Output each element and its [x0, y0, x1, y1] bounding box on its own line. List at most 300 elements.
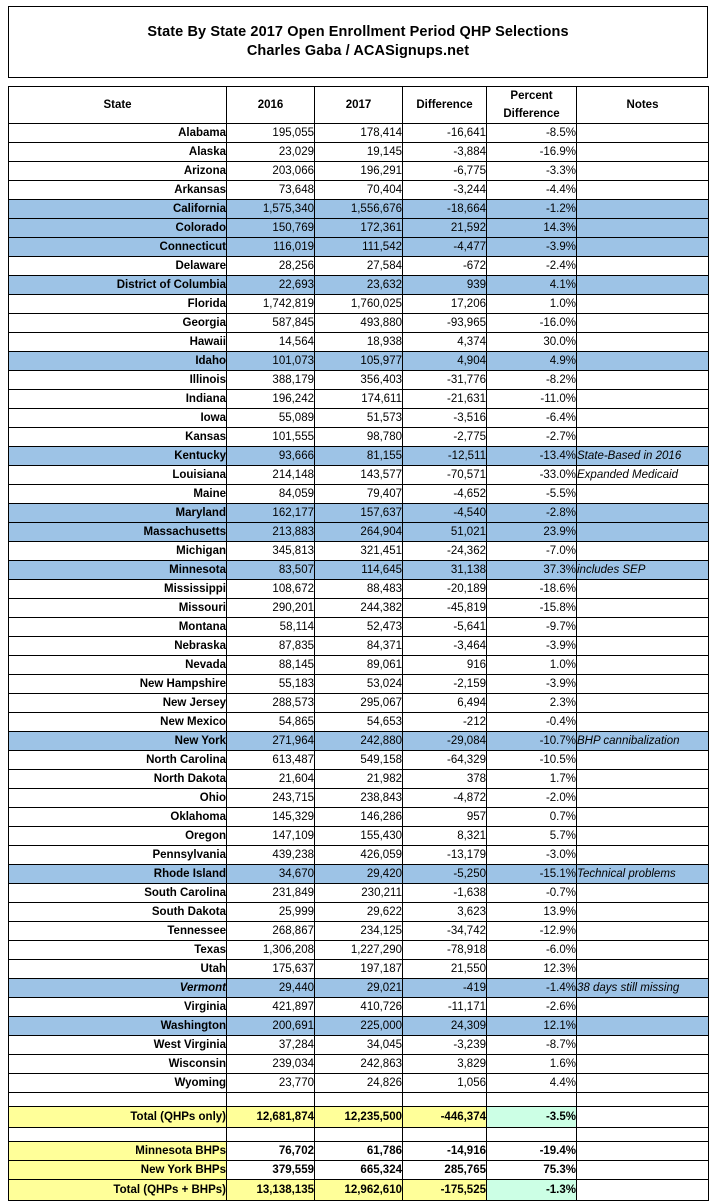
cell-2016: 25,999: [227, 903, 315, 922]
cell-difference: -21,631: [403, 390, 487, 409]
cell-percent-difference: -11.0%: [487, 390, 577, 409]
cell-state: Tennessee: [9, 922, 227, 941]
cell-notes: [577, 200, 709, 219]
cell-notes: [577, 998, 709, 1017]
cell-percent-difference: 12.3%: [487, 960, 577, 979]
enrollment-table: [8, 86, 709, 1201]
cell-percent-difference: -2.0%: [487, 789, 577, 808]
cell-difference: -2,159: [403, 675, 487, 694]
cell-notes: [577, 162, 709, 181]
table-row: [9, 428, 709, 447]
cell-notes: [577, 124, 709, 143]
cell-state: New York: [9, 732, 227, 751]
cell-2016: 288,573: [227, 694, 315, 713]
cell-2016: 101,555: [227, 428, 315, 447]
title-line-1: State By State 2017 Open Enrollment Period QHP Selections: [147, 24, 569, 40]
cell-difference: 51,021: [403, 523, 487, 542]
cell-2017: 549,158: [315, 751, 403, 770]
cell-state: Missouri: [9, 599, 227, 618]
cell-difference: -212: [403, 713, 487, 732]
cell-2017: 114,645: [315, 561, 403, 580]
cell-difference: -4,477: [403, 238, 487, 257]
cell-difference: 6,494: [403, 694, 487, 713]
cell-2017: 89,061: [315, 656, 403, 675]
cell-2017: 1,556,676: [315, 200, 403, 219]
cell-2016: 55,183: [227, 675, 315, 694]
cell-percent-difference: 30.0%: [487, 333, 577, 352]
cell-2016: 290,201: [227, 599, 315, 618]
cell-2016: 88,145: [227, 656, 315, 675]
cell-difference: 378: [403, 770, 487, 789]
table-row: [9, 1036, 709, 1055]
cell-difference: -4,652: [403, 485, 487, 504]
title-line-2: Charles Gaba / ACASignups.net: [246, 43, 470, 59]
cell-2016: 345,813: [227, 542, 315, 561]
table-row: [9, 979, 709, 998]
cell-difference: 24,309: [403, 1017, 487, 1036]
table-row: [9, 808, 709, 827]
column-header-2016: 2016: [227, 87, 315, 124]
cell-notes: [577, 599, 709, 618]
table-row: [9, 143, 709, 162]
cell-percent-difference: -16.9%: [487, 143, 577, 162]
total-qhp-row-label: Total (QHPs only): [9, 1107, 227, 1128]
cell-percent-difference: 5.7%: [487, 827, 577, 846]
cell-notes: [577, 1017, 709, 1036]
cell-state: South Dakota: [9, 903, 227, 922]
cell-state: California: [9, 200, 227, 219]
cell-2016: 200,691: [227, 1017, 315, 1036]
cell-percent-difference: -2.7%: [487, 428, 577, 447]
cell-notes: [577, 409, 709, 428]
cell-state: Minnesota: [9, 561, 227, 580]
cell-2016: 162,177: [227, 504, 315, 523]
cell-notes: [577, 181, 709, 200]
cell-percent-difference: -3.0%: [487, 846, 577, 865]
total-all-row-value-2017: 12,962,610: [315, 1180, 403, 1201]
cell-difference: -4,872: [403, 789, 487, 808]
cell-state: Arkansas: [9, 181, 227, 200]
spacer-cell: [577, 1093, 709, 1107]
cell-state: District of Columbia: [9, 276, 227, 295]
cell-state: Wyoming: [9, 1074, 227, 1093]
cell-notes: [577, 960, 709, 979]
cell-notes: [577, 656, 709, 675]
cell-difference: 916: [403, 656, 487, 675]
cell-2017: 178,414: [315, 124, 403, 143]
table-row: [9, 181, 709, 200]
table-row: [9, 257, 709, 276]
cell-percent-difference: -8.7%: [487, 1036, 577, 1055]
cell-state: Nevada: [9, 656, 227, 675]
cell-percent-difference: -15.1%: [487, 865, 577, 884]
cell-state: Louisiana: [9, 466, 227, 485]
cell-state: Georgia: [9, 314, 227, 333]
cell-percent-difference: 4.4%: [487, 1074, 577, 1093]
table-row: [9, 1055, 709, 1074]
cell-2017: 51,573: [315, 409, 403, 428]
cell-2017: 234,125: [315, 922, 403, 941]
cell-notes: Technical problems: [577, 865, 709, 884]
table-row: [9, 751, 709, 770]
cell-notes: [577, 922, 709, 941]
table-row: [9, 542, 709, 561]
cell-2017: 157,637: [315, 504, 403, 523]
cell-notes: [577, 637, 709, 656]
cell-percent-difference: 14.3%: [487, 219, 577, 238]
table-row: [9, 561, 709, 580]
cell-difference: -13,179: [403, 846, 487, 865]
cell-2016: 175,637: [227, 960, 315, 979]
cell-difference: -78,918: [403, 941, 487, 960]
cell-difference: -31,776: [403, 371, 487, 390]
cell-state: Indiana: [9, 390, 227, 409]
cell-2017: 81,155: [315, 447, 403, 466]
cell-2017: 54,653: [315, 713, 403, 732]
cell-state: Maryland: [9, 504, 227, 523]
table-row: [9, 694, 709, 713]
cell-difference: -12,511: [403, 447, 487, 466]
cell-2016: 439,238: [227, 846, 315, 865]
cell-2017: 242,880: [315, 732, 403, 751]
total-qhp-row-notes: [577, 1107, 709, 1128]
cell-2016: 421,897: [227, 998, 315, 1017]
cell-difference: -34,742: [403, 922, 487, 941]
spacer-row-before-total: [9, 1093, 709, 1107]
header-row: [9, 87, 709, 124]
cell-percent-difference: -8.2%: [487, 371, 577, 390]
cell-2016: 58,114: [227, 618, 315, 637]
cell-percent-difference: -10.7%: [487, 732, 577, 751]
cell-notes: 38 days still missing: [577, 979, 709, 998]
cell-2016: 101,073: [227, 352, 315, 371]
table-row: [9, 580, 709, 599]
spacer-cell: [9, 1093, 227, 1107]
cell-2016: 21,604: [227, 770, 315, 789]
column-header-difference: Difference: [403, 87, 487, 124]
cell-difference: 3,623: [403, 903, 487, 922]
table-row: [9, 770, 709, 789]
cell-difference: -18,664: [403, 200, 487, 219]
cell-notes: [577, 219, 709, 238]
cell-notes: [577, 371, 709, 390]
cell-2017: 98,780: [315, 428, 403, 447]
cell-notes: [577, 846, 709, 865]
cell-state: New Mexico: [9, 713, 227, 732]
bhp-row-1-value-difference: 285,765: [403, 1161, 487, 1180]
cell-2017: 24,826: [315, 1074, 403, 1093]
cell-notes: [577, 295, 709, 314]
percent-header-line-2: Difference: [503, 108, 560, 120]
table-row: [9, 732, 709, 751]
table-row: [9, 276, 709, 295]
cell-2017: 356,403: [315, 371, 403, 390]
cell-2017: 19,145: [315, 143, 403, 162]
cell-difference: 17,206: [403, 295, 487, 314]
cell-difference: -6,775: [403, 162, 487, 181]
cell-state: Utah: [9, 960, 227, 979]
cell-percent-difference: 4.9%: [487, 352, 577, 371]
total-all-row-label: Total (QHPs + BHPs): [9, 1180, 227, 1201]
column-header-state: State: [9, 87, 227, 124]
table-row: [9, 504, 709, 523]
total-qhp-row-value-2017: 12,235,500: [315, 1107, 403, 1128]
cell-2016: 83,507: [227, 561, 315, 580]
cell-difference: -3,464: [403, 637, 487, 656]
cell-2016: 93,666: [227, 447, 315, 466]
table-row: [9, 618, 709, 637]
table-row: [9, 352, 709, 371]
cell-2017: 52,473: [315, 618, 403, 637]
cell-percent-difference: -3.9%: [487, 637, 577, 656]
cell-2016: 108,672: [227, 580, 315, 599]
cell-2017: 27,584: [315, 257, 403, 276]
cell-notes: [577, 580, 709, 599]
cell-2016: 23,029: [227, 143, 315, 162]
cell-percent-difference: -0.7%: [487, 884, 577, 903]
cell-state: Colorado: [9, 219, 227, 238]
cell-difference: -11,171: [403, 998, 487, 1017]
cell-percent-difference: 1.7%: [487, 770, 577, 789]
cell-percent-difference: -4.4%: [487, 181, 577, 200]
cell-state: Florida: [9, 295, 227, 314]
total-all-row-value-percent: -1.3%: [487, 1180, 577, 1201]
cell-percent-difference: 1.6%: [487, 1055, 577, 1074]
cell-2017: 230,211: [315, 884, 403, 903]
cell-difference: -3,244: [403, 181, 487, 200]
cell-2016: 271,964: [227, 732, 315, 751]
cell-2016: 214,148: [227, 466, 315, 485]
cell-2016: 1,742,819: [227, 295, 315, 314]
cell-2017: 34,045: [315, 1036, 403, 1055]
cell-state: Nebraska: [9, 637, 227, 656]
spacer-cell: [227, 1128, 315, 1142]
bhp-row-1-notes: [577, 1161, 709, 1180]
cell-percent-difference: -18.6%: [487, 580, 577, 599]
cell-2016: 1,575,340: [227, 200, 315, 219]
cell-2016: 54,865: [227, 713, 315, 732]
bhp-row-0-value-percent: -19.4%: [487, 1142, 577, 1161]
bhp-row-0-value-2016: 76,702: [227, 1142, 315, 1161]
cell-2016: 203,066: [227, 162, 315, 181]
cell-2017: 242,863: [315, 1055, 403, 1074]
cell-notes: [577, 941, 709, 960]
cell-notes: [577, 751, 709, 770]
cell-2016: 243,715: [227, 789, 315, 808]
bhp-row-0-label: Minnesota BHPs: [9, 1142, 227, 1161]
spacer-cell: [577, 1128, 709, 1142]
cell-state: Illinois: [9, 371, 227, 390]
cell-percent-difference: 1.0%: [487, 295, 577, 314]
cell-2016: 231,849: [227, 884, 315, 903]
cell-difference: -1,638: [403, 884, 487, 903]
cell-2017: 1,760,025: [315, 295, 403, 314]
cell-difference: -24,362: [403, 542, 487, 561]
table-row: [9, 941, 709, 960]
cell-2016: 29,440: [227, 979, 315, 998]
cell-state: Texas: [9, 941, 227, 960]
cell-percent-difference: -7.0%: [487, 542, 577, 561]
total-qhp-row: [9, 1107, 709, 1128]
cell-2016: 23,770: [227, 1074, 315, 1093]
bhp-row-1-label: New York BHPs: [9, 1161, 227, 1180]
cell-difference: -4,540: [403, 504, 487, 523]
cell-percent-difference: 23.9%: [487, 523, 577, 542]
total-qhp-row-value-2016: 12,681,874: [227, 1107, 315, 1128]
total-all-row-value-2016: 13,138,135: [227, 1180, 315, 1201]
cell-notes: [577, 143, 709, 162]
spacer-cell: [487, 1128, 577, 1142]
bhp-row-1-value-2017: 665,324: [315, 1161, 403, 1180]
table-row: [9, 827, 709, 846]
cell-percent-difference: -13.4%: [487, 447, 577, 466]
spacer-cell: [403, 1128, 487, 1142]
spacer-row-after-total: [9, 1128, 709, 1142]
cell-percent-difference: 37.3%: [487, 561, 577, 580]
table-row: [9, 656, 709, 675]
cell-state: Oklahoma: [9, 808, 227, 827]
bhp-row-0-value-difference: -14,916: [403, 1142, 487, 1161]
cell-2016: 613,487: [227, 751, 315, 770]
cell-difference: 31,138: [403, 561, 487, 580]
cell-percent-difference: -3.9%: [487, 238, 577, 257]
cell-2017: 196,291: [315, 162, 403, 181]
bhp-row-1: [9, 1161, 709, 1180]
cell-2017: 321,451: [315, 542, 403, 561]
cell-2016: 55,089: [227, 409, 315, 428]
cell-2017: 21,982: [315, 770, 403, 789]
cell-2017: 111,542: [315, 238, 403, 257]
total-all-row-value-difference: -175,525: [403, 1180, 487, 1201]
table-row: [9, 922, 709, 941]
cell-notes: State-Based in 2016: [577, 447, 709, 466]
table-row: [9, 447, 709, 466]
cell-2016: 196,242: [227, 390, 315, 409]
cell-difference: -672: [403, 257, 487, 276]
table-row: [9, 200, 709, 219]
cell-percent-difference: -0.4%: [487, 713, 577, 732]
cell-2016: 87,835: [227, 637, 315, 656]
cell-state: New Jersey: [9, 694, 227, 713]
cell-percent-difference: 2.3%: [487, 694, 577, 713]
column-header-notes: Notes: [577, 87, 709, 124]
cell-difference: 4,904: [403, 352, 487, 371]
table-row: [9, 789, 709, 808]
cell-difference: 21,550: [403, 960, 487, 979]
cell-state: South Carolina: [9, 884, 227, 903]
cell-state: West Virginia: [9, 1036, 227, 1055]
cell-state: Pennsylvania: [9, 846, 227, 865]
cell-state: Mississippi: [9, 580, 227, 599]
total-qhp-row-value-difference: -446,374: [403, 1107, 487, 1128]
cell-notes: [577, 257, 709, 276]
cell-2017: 174,611: [315, 390, 403, 409]
table-row: [9, 124, 709, 143]
table-row: [9, 960, 709, 979]
cell-difference: 957: [403, 808, 487, 827]
cell-state: Ohio: [9, 789, 227, 808]
cell-percent-difference: -9.7%: [487, 618, 577, 637]
cell-2017: 29,021: [315, 979, 403, 998]
cell-notes: [577, 618, 709, 637]
cell-percent-difference: -10.5%: [487, 751, 577, 770]
cell-percent-difference: -3.9%: [487, 675, 577, 694]
table-row: [9, 1017, 709, 1036]
cell-notes: [577, 352, 709, 371]
table-row: [9, 637, 709, 656]
column-header-2017: 2017: [315, 87, 403, 124]
cell-2017: 29,420: [315, 865, 403, 884]
cell-difference: 1,056: [403, 1074, 487, 1093]
table-row: [9, 314, 709, 333]
cell-notes: [577, 903, 709, 922]
cell-percent-difference: -1.4%: [487, 979, 577, 998]
cell-state: Hawaii: [9, 333, 227, 352]
table-row: [9, 846, 709, 865]
cell-2016: 195,055: [227, 124, 315, 143]
cell-notes: [577, 523, 709, 542]
column-header-percent-difference: [487, 87, 577, 124]
cell-percent-difference: -2.4%: [487, 257, 577, 276]
cell-2017: 295,067: [315, 694, 403, 713]
cell-2016: 73,648: [227, 181, 315, 200]
cell-percent-difference: -2.6%: [487, 998, 577, 1017]
cell-notes: BHP cannibalization: [577, 732, 709, 751]
cell-2016: 34,670: [227, 865, 315, 884]
cell-state: New Hampshire: [9, 675, 227, 694]
cell-state: Delaware: [9, 257, 227, 276]
cell-percent-difference: -15.8%: [487, 599, 577, 618]
table-row: [9, 998, 709, 1017]
cell-difference: 4,374: [403, 333, 487, 352]
cell-state: Connecticut: [9, 238, 227, 257]
cell-2016: 37,284: [227, 1036, 315, 1055]
spacer-cell: [487, 1093, 577, 1107]
cell-notes: [577, 713, 709, 732]
table-row: [9, 903, 709, 922]
cell-2016: 587,845: [227, 314, 315, 333]
table-row: [9, 865, 709, 884]
cell-percent-difference: -1.2%: [487, 200, 577, 219]
table-row: [9, 1074, 709, 1093]
cell-percent-difference: -16.0%: [487, 314, 577, 333]
cell-percent-difference: 4.1%: [487, 276, 577, 295]
cell-2017: 264,904: [315, 523, 403, 542]
cell-notes: [577, 827, 709, 846]
cell-2016: 28,256: [227, 257, 315, 276]
table-row: [9, 162, 709, 181]
cell-state: Rhode Island: [9, 865, 227, 884]
cell-2017: 426,059: [315, 846, 403, 865]
cell-difference: -29,084: [403, 732, 487, 751]
cell-difference: 939: [403, 276, 487, 295]
cell-state: Kansas: [9, 428, 227, 447]
table-row: [9, 371, 709, 390]
cell-state: Montana: [9, 618, 227, 637]
cell-state: Vermont: [9, 979, 227, 998]
cell-2017: 70,404: [315, 181, 403, 200]
cell-percent-difference: -3.3%: [487, 162, 577, 181]
cell-2017: 493,880: [315, 314, 403, 333]
table-row: [9, 466, 709, 485]
bhp-row-1-value-2016: 379,559: [227, 1161, 315, 1180]
cell-difference: -64,329: [403, 751, 487, 770]
bhp-row-0-value-2017: 61,786: [315, 1142, 403, 1161]
cell-notes: [577, 694, 709, 713]
cell-state: Kentucky: [9, 447, 227, 466]
cell-state: North Dakota: [9, 770, 227, 789]
cell-2016: 14,564: [227, 333, 315, 352]
